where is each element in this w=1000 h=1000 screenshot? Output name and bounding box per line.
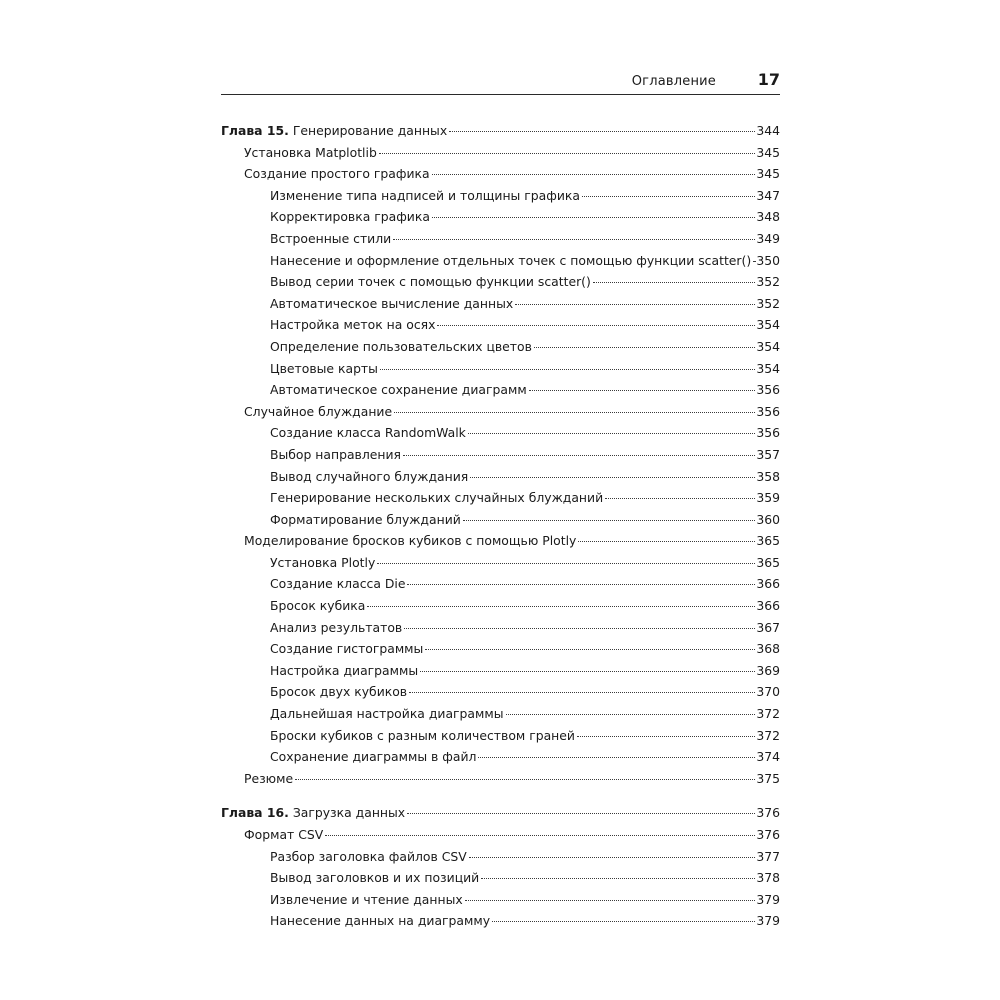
toc-entry[interactable] <box>221 444 780 466</box>
dot-leader <box>577 735 755 737</box>
toc-entry-title: Определение пользовательских цветов <box>270 338 532 354</box>
dot-leader <box>449 130 755 132</box>
dot-leader <box>432 173 756 175</box>
toc-entry-title: Установка Matplotlib <box>244 144 377 160</box>
toc-page-number: 350 <box>756 252 780 268</box>
toc-page-number: 356 <box>756 382 780 398</box>
toc-page-number: 359 <box>756 490 780 506</box>
toc-entry[interactable] <box>221 573 780 595</box>
dot-leader <box>437 324 755 326</box>
toc-entry[interactable] <box>221 358 780 380</box>
toc-entry-title: Нанесение данных на диаграмму <box>270 913 491 929</box>
dot-leader <box>295 778 755 780</box>
toc-page-number: 376 <box>756 805 780 821</box>
toc-entry[interactable] <box>221 889 780 911</box>
toc-page-number: 372 <box>756 727 780 743</box>
toc-chapter-heading[interactable] <box>221 802 780 824</box>
chapter-label: Глава 15. <box>221 123 289 138</box>
toc-entry[interactable] <box>221 595 780 617</box>
running-header <box>221 66 780 95</box>
toc-entry-title: Формат CSV <box>244 827 324 842</box>
toc-page-number: 348 <box>756 209 780 225</box>
toc-entry[interactable] <box>221 746 780 768</box>
toc-entry-title: Разбор заголовка файлов CSV <box>270 848 467 864</box>
toc-page-number: 349 <box>756 230 780 246</box>
dot-leader <box>470 476 755 478</box>
toc-page-number: 360 <box>756 511 780 527</box>
dot-leader <box>593 281 756 283</box>
toc-page-number: 369 <box>756 662 780 678</box>
toc-entry-title: Броски кубиков с разным количеством граней <box>270 727 575 743</box>
toc-entry-title: Моделирование бросков кубиков с помощью Plotly <box>244 533 577 549</box>
toc-entry-title: Корректировка графика <box>270 209 430 225</box>
table-of-contents <box>221 120 780 932</box>
toc-entry-title: Настройка меток на осях <box>270 317 436 333</box>
toc-entry[interactable] <box>221 271 780 293</box>
toc-entry[interactable] <box>221 466 780 488</box>
page-number: 17 <box>757 70 780 89</box>
toc-entry-title: Анализ результатов <box>270 619 403 635</box>
toc-entry[interactable] <box>221 638 780 660</box>
toc-entry[interactable] <box>221 250 780 272</box>
dot-leader <box>393 238 755 240</box>
toc-page-number: 365 <box>756 533 780 549</box>
toc-page-number: 356 <box>756 425 780 441</box>
toc-page-number: 379 <box>756 913 780 929</box>
toc-page-number: 376 <box>756 827 780 842</box>
toc-page-number: 370 <box>756 684 780 700</box>
toc-entry[interactable] <box>221 163 780 185</box>
toc-entry-title: Создание класса RandomWalk <box>270 425 466 441</box>
toc-page-number: 379 <box>756 891 780 907</box>
toc-page-number: 365 <box>756 554 780 570</box>
toc-entry-title: Настройка диаграммы <box>270 662 419 678</box>
toc-entry[interactable] <box>221 910 780 932</box>
toc-entry-title: Изменение типа надписей и толщины графика <box>270 187 580 203</box>
dot-leader <box>478 756 755 758</box>
toc-page-number: 345 <box>756 166 780 182</box>
dot-leader <box>404 627 755 629</box>
toc-entry[interactable] <box>221 379 780 401</box>
dot-leader <box>325 834 755 836</box>
toc-entry[interactable] <box>221 185 780 207</box>
toc-entry-title: Резюме <box>244 770 294 786</box>
toc-entry-title: Бросок кубика <box>270 598 366 614</box>
toc-page-number: 352 <box>756 295 780 311</box>
toc-entry[interactable] <box>221 824 780 846</box>
toc-entry-title: Установка Plotly <box>270 554 376 570</box>
toc-page-number: 344 <box>756 123 780 138</box>
dot-leader <box>468 432 756 434</box>
toc-page-number: 368 <box>756 641 780 657</box>
toc-entry[interactable] <box>221 401 780 423</box>
toc-page-number: 366 <box>756 598 780 614</box>
dot-leader <box>753 260 755 262</box>
dot-leader <box>605 497 755 499</box>
toc-entry-title: Встроенные стили <box>270 230 392 246</box>
dot-leader <box>481 877 755 879</box>
toc-entry[interactable] <box>221 846 780 868</box>
toc-entry-title: Вывод заголовков и их позиций <box>270 870 480 886</box>
toc-entry-title: Вывод случайного блуждания <box>270 468 469 484</box>
toc-entry[interactable] <box>221 530 780 552</box>
toc-entry[interactable] <box>221 422 780 444</box>
dot-leader <box>506 713 756 715</box>
toc-entry-title: Бросок двух кубиков <box>270 684 408 700</box>
toc-entry[interactable] <box>221 768 780 790</box>
dot-leader <box>394 411 755 413</box>
dot-leader <box>463 519 756 521</box>
dot-leader <box>380 368 755 370</box>
toc-page-number: 352 <box>756 274 780 290</box>
toc-page-number: 378 <box>756 870 780 886</box>
toc-entry-title: Извлечение и чтение данных <box>270 891 463 907</box>
toc-page-number: 354 <box>756 360 780 376</box>
dot-leader <box>582 195 755 197</box>
dot-leader <box>409 691 755 693</box>
toc-page-number: 377 <box>756 848 780 864</box>
dot-leader <box>377 562 755 564</box>
chapter-title: Загрузка данных <box>292 805 406 821</box>
dot-leader <box>403 454 755 456</box>
toc-entry[interactable] <box>221 725 780 747</box>
toc-entry-title: Случайное блуждание <box>244 403 393 419</box>
toc-entry[interactable] <box>221 336 780 358</box>
toc-page-number: 356 <box>756 403 780 419</box>
toc-entry-title: Цветовые карты <box>270 360 378 376</box>
toc-entry-title: Вывод серии точек с помощью функции scatter() <box>270 274 591 290</box>
dot-leader <box>529 389 756 391</box>
dot-leader <box>492 920 755 922</box>
toc-entry[interactable] <box>221 487 780 509</box>
dot-leader <box>407 812 755 814</box>
dot-leader <box>469 856 756 858</box>
toc-entry[interactable] <box>221 867 780 889</box>
toc-entry[interactable] <box>221 206 780 228</box>
dot-leader <box>367 605 755 607</box>
toc-entry-title: Создание класса Die <box>270 576 406 592</box>
toc-page-number: 374 <box>756 749 780 765</box>
toc-page-number: 366 <box>756 576 780 592</box>
toc-entry-title: Генерирование нескольких случайных блужданий <box>270 490 604 506</box>
toc-entry-title: Автоматическое сохранение диаграмм <box>270 382 527 398</box>
toc-entry[interactable] <box>221 228 780 250</box>
toc-page-number: 345 <box>756 144 780 160</box>
dot-leader <box>420 670 755 672</box>
toc-page-number: 347 <box>756 187 780 203</box>
toc-entry-title: Форматирование блужданий <box>270 511 461 527</box>
chapter-title: Генерирование данных <box>292 123 448 138</box>
toc-entry[interactable] <box>221 293 780 315</box>
toc-entry[interactable] <box>221 142 780 164</box>
toc-entry-title: Создание гистограммы <box>270 641 424 657</box>
dot-leader <box>407 583 755 585</box>
toc-page-number: 372 <box>756 706 780 722</box>
toc-page-number: 354 <box>756 317 780 333</box>
toc-entry[interactable] <box>221 314 780 336</box>
toc-page-number: 367 <box>756 619 780 635</box>
dot-leader <box>578 540 755 542</box>
toc-entry[interactable] <box>221 703 780 725</box>
dot-leader <box>432 216 755 218</box>
dot-leader <box>465 899 756 901</box>
toc-chapter-16 <box>221 802 780 932</box>
chapter-label: Глава 16. <box>221 805 289 821</box>
toc-entry-title: Нанесение и оформление отдельных точек с помощью функции scatter() <box>270 252 752 268</box>
toc-page-number: 357 <box>756 446 780 462</box>
toc-entry-title: Выбор направления <box>270 446 402 462</box>
dot-leader <box>534 346 755 348</box>
toc-page-number: 358 <box>756 468 780 484</box>
toc-page-number: 375 <box>756 770 780 786</box>
dot-leader <box>425 648 755 650</box>
toc-entry[interactable] <box>221 681 780 703</box>
dot-leader <box>515 303 755 305</box>
running-header-title: Оглавление <box>631 74 716 89</box>
dot-leader <box>379 152 756 154</box>
toc-chapter-heading[interactable] <box>221 120 780 142</box>
toc-entry-title: Сохранение диаграммы в файл <box>270 749 477 765</box>
toc-entry[interactable] <box>221 552 780 574</box>
toc-entry[interactable] <box>221 509 780 531</box>
toc-page-number: 354 <box>756 338 780 354</box>
toc-entry[interactable] <box>221 617 780 639</box>
toc-entry[interactable] <box>221 660 780 682</box>
toc-chapter-15 <box>221 120 780 789</box>
toc-entry-title: Дальнейшая настройка диаграммы <box>270 706 504 722</box>
toc-entry-title: Автоматическое вычисление данных <box>270 295 514 311</box>
toc-entry-title: Создание простого графика <box>244 166 430 182</box>
